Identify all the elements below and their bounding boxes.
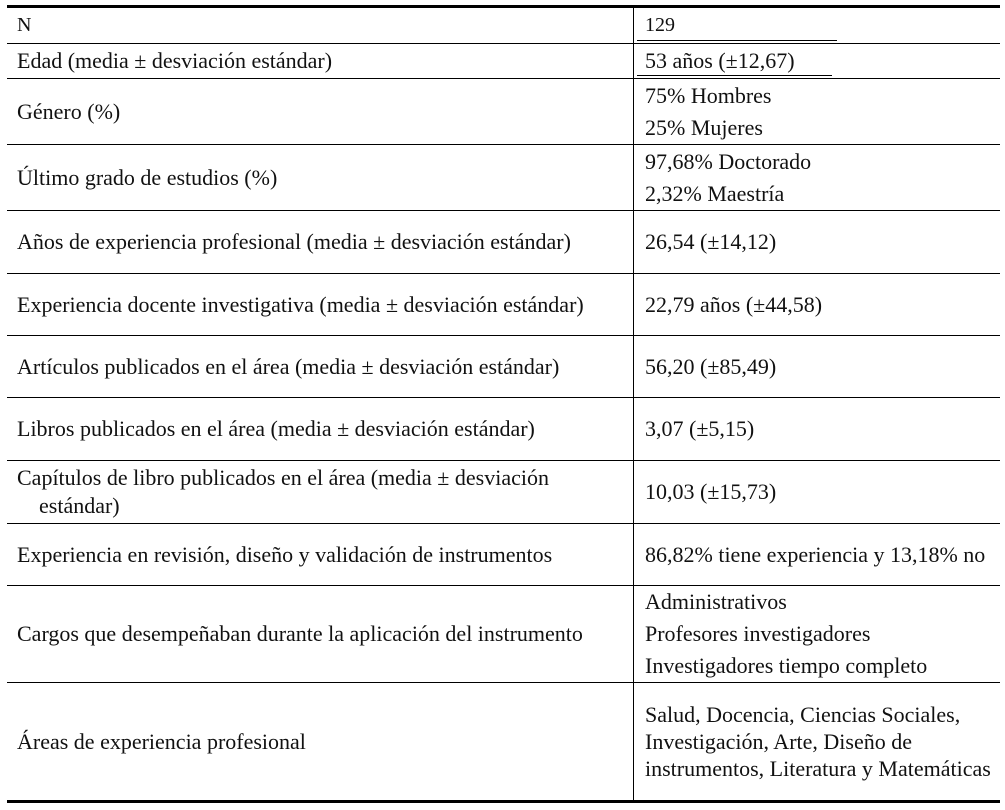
table-row bbox=[7, 274, 1000, 336]
row-value: 56,20 (±85,49) bbox=[645, 353, 777, 379]
row-label: N bbox=[17, 14, 32, 36]
row-value: 97,68% Doctorado bbox=[645, 148, 812, 174]
row-value: Administrativos bbox=[645, 589, 787, 614]
row-label: Edad (media ± desviación estándar) bbox=[17, 48, 333, 73]
row-value: Salud, Docencia, Ciencias Sociales, Investigación, Arte, Diseño de instrumentos, Literatura y Matemáticas bbox=[645, 702, 991, 781]
row-value: 129 bbox=[645, 14, 675, 36]
row-label: Capítulos de libro publicados en el área (media ± desviación estándar) bbox=[17, 465, 549, 518]
row-value: 10,03 (±15,73) bbox=[645, 479, 777, 504]
row-value-cell bbox=[633, 524, 1000, 585]
row-label: Experiencia en revisión, diseño y validación de instrumentos bbox=[17, 541, 553, 567]
row-value-cell bbox=[633, 211, 1000, 273]
row-value-cell bbox=[633, 683, 1000, 800]
table-row bbox=[7, 398, 1000, 461]
row-label-cell bbox=[7, 211, 633, 273]
row-value: Investigadores tiempo completo bbox=[645, 653, 928, 678]
table-row bbox=[7, 211, 1000, 274]
row-value-cell bbox=[633, 79, 1000, 144]
row-label-cell bbox=[7, 8, 633, 43]
row-value-cell bbox=[633, 586, 1000, 682]
row-label-cell bbox=[7, 79, 633, 144]
row-label-cell bbox=[7, 398, 633, 460]
row-label: Años de experiencia profesional (media ± desviación estándar) bbox=[17, 229, 571, 254]
row-value: 25% Mujeres bbox=[645, 114, 763, 140]
row-label-cell bbox=[7, 586, 633, 682]
row-label: Cargos que desempeñaban durante la aplicación del instrumento bbox=[17, 621, 583, 646]
table-row bbox=[7, 461, 1000, 524]
row-label: Género (%) bbox=[17, 98, 121, 124]
row-value: 75% Hombres bbox=[645, 82, 772, 108]
row-value: 22,79 años (±44,58) bbox=[645, 291, 823, 317]
scan-rule-mark bbox=[637, 40, 837, 41]
row-value: 86,82% tiene experiencia y 13,18% no bbox=[645, 541, 986, 567]
row-label: Experiencia docente investigativa (media ± desviación estándar) bbox=[17, 291, 584, 317]
row-value: 53 años (±12,67) bbox=[645, 48, 795, 73]
row-label: Áreas de experiencia profesional bbox=[17, 728, 306, 754]
table-row bbox=[7, 8, 1000, 44]
table-row bbox=[7, 336, 1000, 398]
demographics-table bbox=[7, 5, 1000, 803]
row-label-cell bbox=[7, 524, 633, 585]
table-row bbox=[7, 524, 1000, 586]
table-row bbox=[7, 44, 1000, 79]
row-value: 26,54 (±14,12) bbox=[645, 229, 777, 254]
table-row bbox=[7, 145, 1000, 211]
table-row bbox=[7, 683, 1000, 803]
row-value: Profesores investigadores bbox=[645, 621, 871, 646]
table-row bbox=[7, 586, 1000, 683]
row-label-cell bbox=[7, 461, 633, 523]
row-value-cell bbox=[633, 44, 1000, 78]
row-value: 2,32% Maestría bbox=[645, 180, 785, 206]
row-value-cell bbox=[633, 336, 1000, 397]
table-row bbox=[7, 79, 1000, 145]
scan-rule-mark bbox=[637, 75, 832, 76]
row-value-cell bbox=[633, 461, 1000, 523]
row-label: Artículos publicados en el área (media ± desviación estándar) bbox=[17, 353, 560, 379]
row-label-cell bbox=[7, 145, 633, 210]
row-label-cell bbox=[7, 44, 633, 78]
row-value: 3,07 (±5,15) bbox=[645, 416, 755, 441]
row-value-cell bbox=[633, 398, 1000, 460]
row-value-cell bbox=[633, 8, 1000, 43]
row-value-cell bbox=[633, 274, 1000, 335]
row-label: Libros publicados en el área (media ± desviación estándar) bbox=[17, 416, 535, 441]
row-label-cell bbox=[7, 336, 633, 397]
row-label: Último grado de estudios (%) bbox=[17, 164, 278, 190]
row-label-cell bbox=[7, 683, 633, 800]
row-value-cell bbox=[633, 145, 1000, 210]
row-label-cell bbox=[7, 274, 633, 335]
